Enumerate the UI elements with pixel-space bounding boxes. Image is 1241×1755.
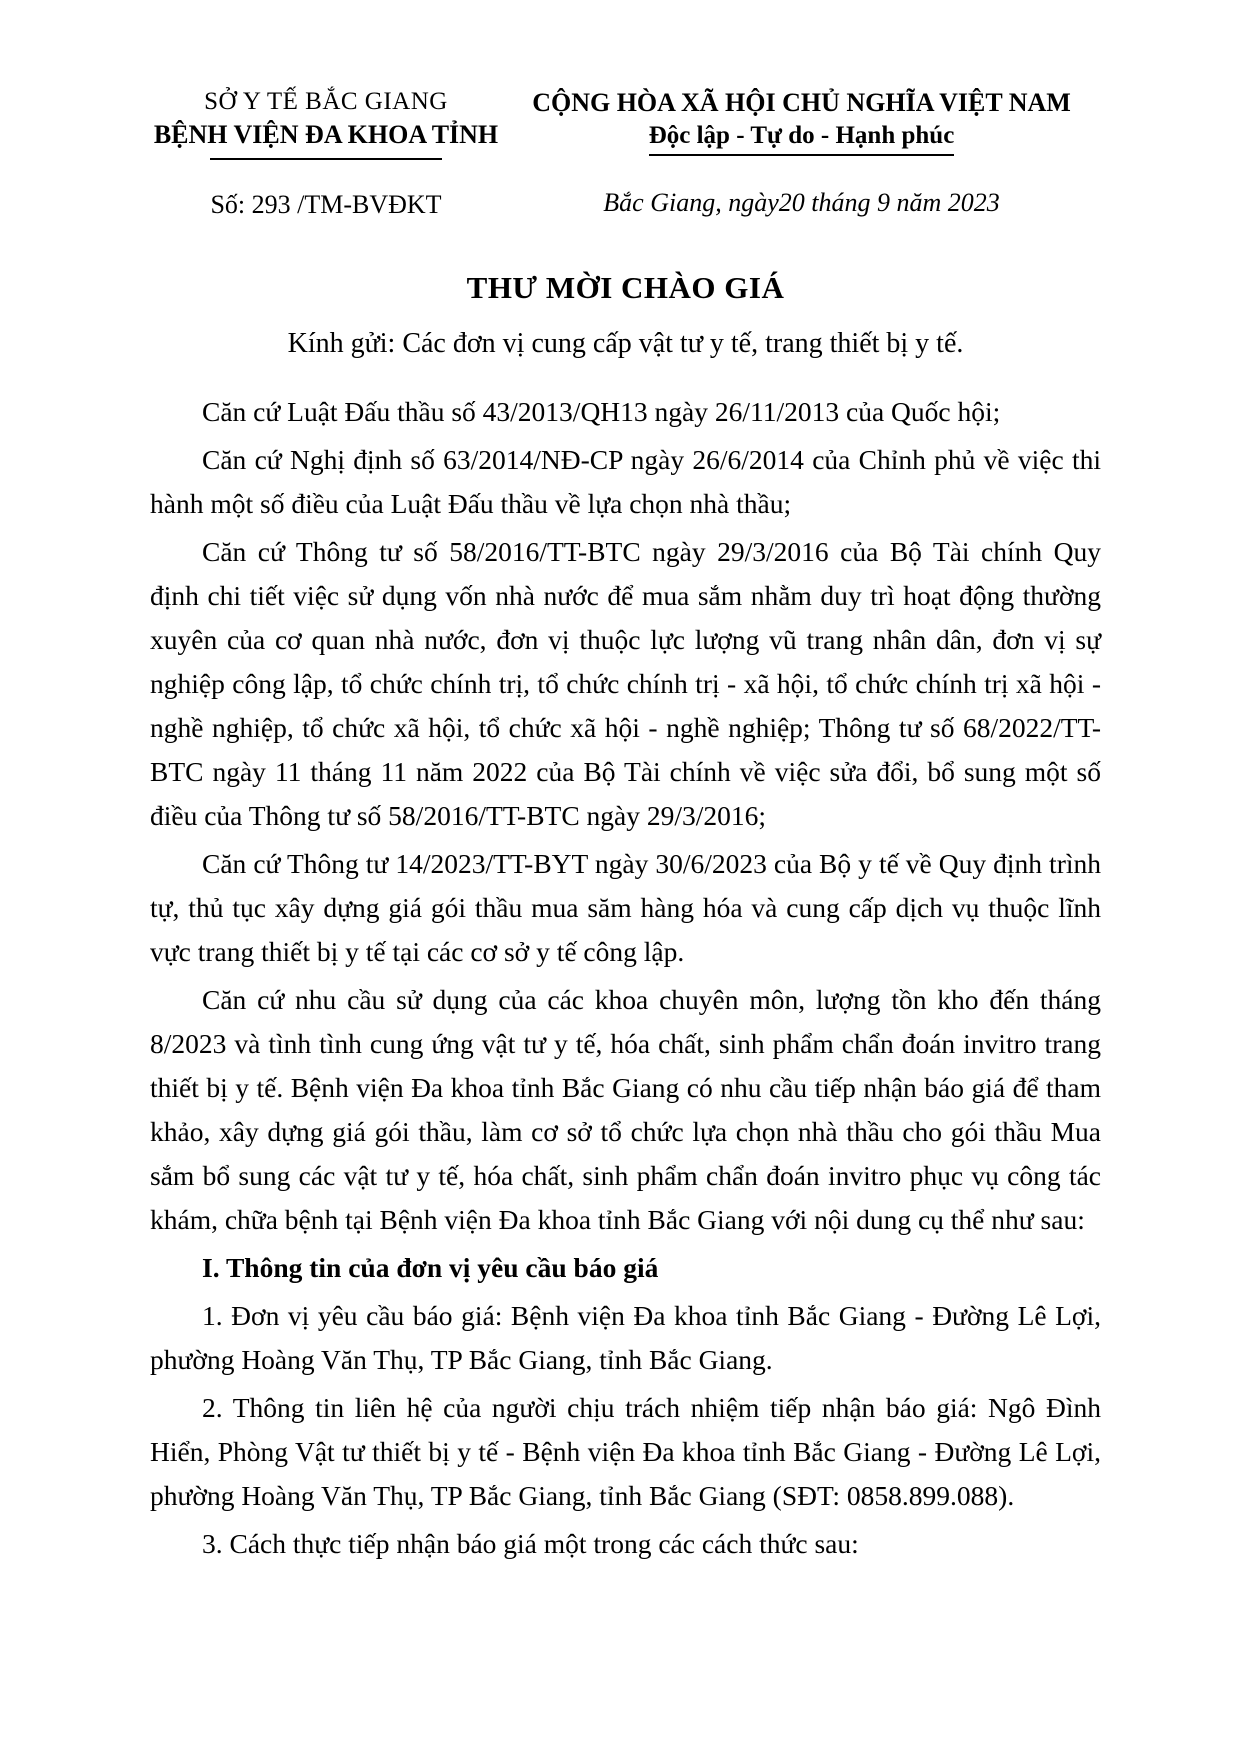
legal-basis-paragraph: Căn cứ Thông tư 14/2023/TT-BYT ngày 30/6/2023 của Bộ y tế về Quy định trình tự, thủ tục xây dựng giá gói thầu mua săm hàng hóa và cung cấp dịch vụ thuộc lĩnh vực trang thiết bị y tế tại các cơ sở y tế công lập. <box>150 848 1101 967</box>
country-motto-line1: CỘNG HÒA XÃ HỘI CHỦ NGHĨA VIỆT NAM <box>532 88 1071 117</box>
legal-basis-paragraph: Căn cứ nhu cầu sử dụng của các khoa chuyên môn, lượng tồn kho đến tháng 8/2023 và tình tình cung ứng vật tư y tế, hóa chất, sinh phẩm chẩn đoán invitro trang thiết bị y tế. Bệnh viện Đa khoa tỉnh Bắc Giang có nhu cầu tiếp nhận báo giá để tham khảo, xây dựng giá gói thầu, làm cơ sở tổ chức lựa chọn nhà thầu cho gói thầu Mua sắm bổ sung các vật tư y tế, hóa chất, sinh phẩm chẩn đoán invitro phục vụ công tác khám, chữa bệnh tại Bệnh viện Đa khoa tỉnh Bắc Giang với nội dung cụ thể như sau: <box>150 984 1101 1235</box>
document-header <box>150 86 1101 220</box>
section-i-item: 1. Đơn vị yêu cầu báo giá: Bệnh viện Đa khoa tỉnh Bắc Giang - Đường Lê Lợi, phường Hoàng Văn Thụ, TP Bắc Giang, tỉnh Bắc Giang. <box>150 1300 1101 1375</box>
org-parent-name: SỞ Y TẾ BẮC GIANG <box>204 88 448 115</box>
national-header-block <box>502 86 1101 218</box>
document-title: THƯ MỜI CHÀO GIÁ <box>466 270 785 305</box>
document-number: Số: 293 /TM-BVĐKT <box>210 190 442 219</box>
org-name: BỆNH VIỆN ĐA KHOA TỈNH <box>153 120 499 149</box>
document-body <box>150 390 1101 1566</box>
issuing-org-block <box>150 86 502 220</box>
section-i-item: 2. Thông tin liên hệ của người chịu trách nhiệm tiếp nhận báo giá: Ngô Đình Hiển, Phòng Vật tư thiết bị y tế - Bệnh viện Đa khoa tỉnh Bắc Giang - Đường Lê Lợi, phường Hoàng Văn Thụ, TP Bắc Giang, tỉnh Bắc Giang (SĐT: 0858.899.088). <box>150 1392 1101 1511</box>
legal-basis-paragraph: Căn cứ Nghị định số 63/2014/NĐ-CP ngày 26/6/2014 của Chỉnh phủ về việc thi hành một số điều của Luật Đấu thầu về lựa chọn nhà thầu; <box>150 444 1101 519</box>
legal-basis-paragraph: Căn cứ Luật Đấu thầu số 43/2013/QH13 ngày 26/11/2013 của Quốc hội; <box>202 396 1001 427</box>
section-i-item: 3. Cách thực tiếp nhận báo giá một trong các cách thức sau: <box>202 1528 859 1559</box>
country-motto-wrap <box>502 122 1101 156</box>
greeting-line: Kính gửi: Các đơn vị cung cấp vật tư y tế, trang thiết bị y tế. <box>287 328 964 359</box>
country-motto-line2: Độc lập - Tự do - Hạnh phúc <box>649 122 955 156</box>
org-underline-rule <box>210 158 442 160</box>
legal-basis-paragraph: Căn cứ Thông tư số 58/2016/TT-BTC ngày 29/3/2016 của Bộ Tài chính Quy định chi tiết việc sử dụng vốn nhà nước để mua sắm nhằm duy trì hoạt động thường xuyên của cơ quan nhà nước, đơn vị thuộc lực lượng vũ trang nhân dân, đơn vị sự nghiệp công lập, tổ chức chính trị, tổ chức chính trị - xã hội, tổ chức chính trị xã hội - nghề nghiệp, tổ chức xã hội, tổ chức xã hội - nghề nghiệp; Thông tư số 68/2022/TT-BTC ngày 11 tháng 11 năm 2022 của Bộ Tài chính về việc sửa đổi, bổ sung một số điều của Thông tư số 58/2016/TT-BTC ngày 29/3/2016; <box>150 536 1101 831</box>
section-i-heading: I. Thông tin của đơn vị yêu cầu báo giá <box>202 1252 659 1283</box>
place-date-line: Bắc Giang, ngày20 tháng 9 năm 2023 <box>603 188 1000 217</box>
